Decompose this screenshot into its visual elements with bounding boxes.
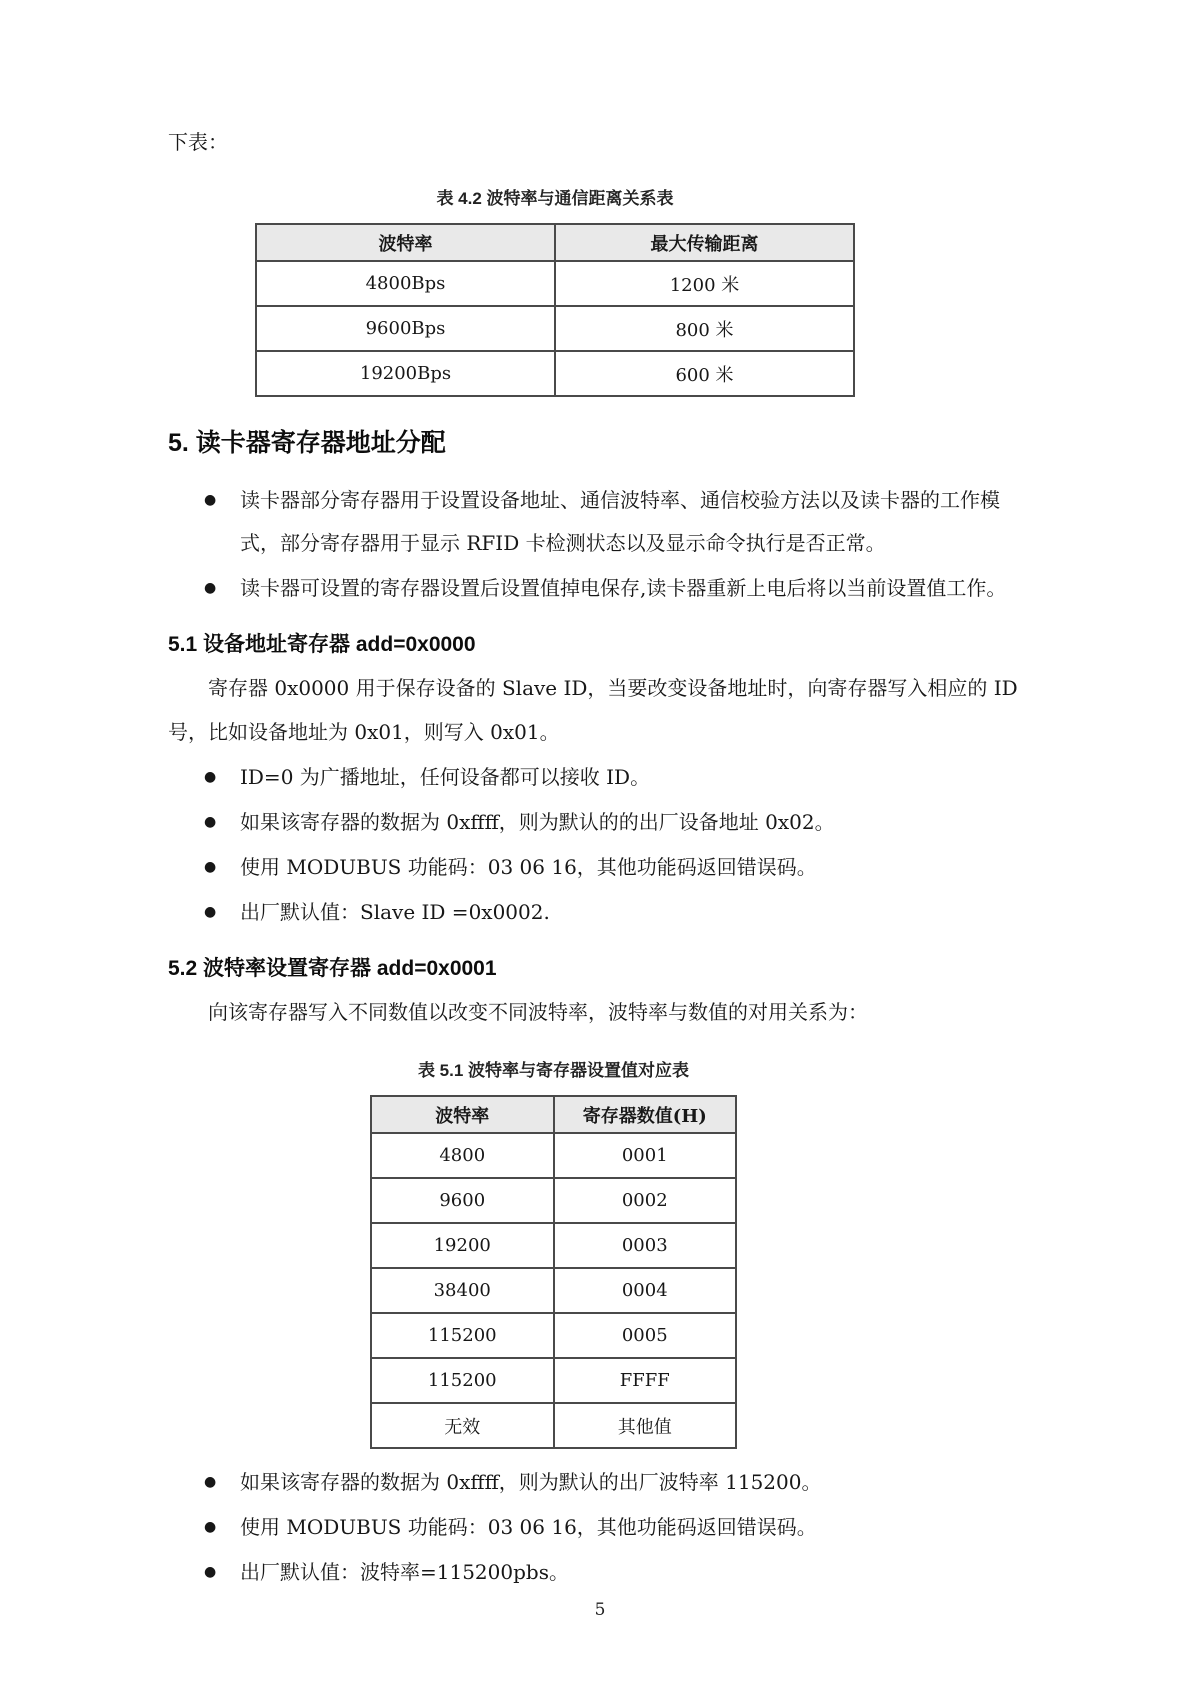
bullet-item xyxy=(168,801,1032,844)
bullet-icon: ● xyxy=(204,769,217,785)
bullet-icon: ● xyxy=(204,1519,217,1535)
intro-text: 下表： xyxy=(168,130,228,154)
table-5-1-caption: 表 5.1 波特率与寄存器设置值对应表 xyxy=(417,1061,690,1080)
bullet-icon: ● xyxy=(204,492,217,508)
table-cell: 9600Bps xyxy=(256,306,555,351)
section-5-2-paragraph: 向该寄存器写入不同数值以改变不同波特率，波特率与数值的对用关系为： xyxy=(208,1000,868,1024)
table-row xyxy=(256,306,854,351)
section-5-title: 5. 读卡器寄存器地址分配 xyxy=(168,429,446,457)
table-header-row xyxy=(256,224,854,261)
bullet-item xyxy=(168,1551,1032,1594)
section-5-2-bullet-list xyxy=(168,1461,1032,1594)
table-5-1 xyxy=(370,1095,737,1449)
table-cell: 115200 xyxy=(371,1358,554,1403)
section-5-bullet-list xyxy=(168,479,1032,610)
bullet-item xyxy=(168,846,1032,889)
table-row xyxy=(371,1358,736,1403)
table-row xyxy=(371,1313,736,1358)
section-5-1-title: 5.1 设备地址寄存器 add=0x0000 xyxy=(168,633,476,656)
table-cell: 19200Bps xyxy=(256,351,555,396)
table-cell: 0004 xyxy=(554,1268,737,1313)
table-cell: 4800 xyxy=(371,1133,554,1178)
table-4-2-caption: 表 4.2 波特率与通信距离关系表 xyxy=(436,189,674,208)
table-row xyxy=(371,1223,736,1268)
column-header: 波特率 xyxy=(371,1096,554,1133)
table-row xyxy=(371,1133,736,1178)
bullet-item xyxy=(168,891,1032,934)
bullet-icon: ● xyxy=(204,904,217,920)
bullet-icon: ● xyxy=(204,1474,217,1490)
bullet-item xyxy=(168,567,1032,610)
table-cell: 无效 xyxy=(371,1403,554,1448)
bullet-icon: ● xyxy=(204,580,217,596)
column-header: 波特率 xyxy=(256,224,555,261)
table-row xyxy=(256,261,854,306)
section-5-1-bullet-list xyxy=(168,756,1032,934)
bullet-text: 出厂默认值：Slave ID =0x0002. xyxy=(240,900,550,924)
table-cell: 9600 xyxy=(371,1178,554,1223)
table-cell: 0001 xyxy=(554,1133,737,1178)
table-header-row xyxy=(371,1096,736,1133)
bullet-text: 出厂默认值：波特率=115200pbs。 xyxy=(240,1560,569,1584)
bullet-icon: ● xyxy=(204,814,217,830)
table-cell: 其他值 xyxy=(554,1403,737,1448)
table-cell: 1200 米 xyxy=(555,261,854,306)
bullet-text: ID=0 为广播地址，任何设备都可以接收 ID。 xyxy=(240,765,651,789)
bullet-item xyxy=(168,756,1032,799)
table-cell: 115200 xyxy=(371,1313,554,1358)
column-header: 最大传输距离 xyxy=(555,224,854,261)
bullet-text: 如果该寄存器的数据为 0xffff，则为默认的的出厂设备地址 0x02。 xyxy=(240,810,835,834)
table-cell: 600 米 xyxy=(555,351,854,396)
table-cell: FFFF xyxy=(554,1358,737,1403)
table-cell: 38400 xyxy=(371,1268,554,1313)
column-header: 寄存器数值(H) xyxy=(554,1096,737,1133)
section-5-2-title: 5.2 波特率设置寄存器 add=0x0001 xyxy=(168,957,497,980)
bullet-item xyxy=(168,479,1032,565)
table-row xyxy=(371,1268,736,1313)
bullet-text: 如果该寄存器的数据为 0xffff，则为默认的出厂波特率 115200。 xyxy=(240,1470,822,1494)
table-4-2 xyxy=(255,223,855,397)
bullet-text: 读卡器可设置的寄存器设置后设置值掉电保存,读卡器重新上电后将以当前设置值工作。 xyxy=(240,576,1007,600)
bullet-item xyxy=(168,1461,1032,1504)
bullet-icon: ● xyxy=(204,1564,217,1580)
section-5-1-paragraph: 寄存器 0x0000 用于保存设备的 Slave ID，当要改变设备地址时，向寄存器写入相应的 ID 号，比如设备地址为 0x01，则写入 0x01。 xyxy=(168,676,1018,744)
bullet-text: 使用 MODUBUS 功能码：03 06 16，其他功能码返回错误码。 xyxy=(240,1515,817,1539)
table-cell: 0002 xyxy=(554,1178,737,1223)
table-row xyxy=(371,1178,736,1223)
table-row xyxy=(371,1403,736,1448)
bullet-text: 使用 MODUBUS 功能码：03 06 16，其他功能码返回错误码。 xyxy=(240,855,817,879)
table-cell: 19200 xyxy=(371,1223,554,1268)
table-cell: 800 米 xyxy=(555,306,854,351)
table-cell: 4800Bps xyxy=(256,261,555,306)
bullet-text: 读卡器部分寄存器用于设置设备地址、通信波特率、通信校验方法以及读卡器的工作模式，部分寄存器用于显示 RFID 卡检测状态以及显示命令执行是否正常。 xyxy=(240,488,1000,555)
table-cell: 0003 xyxy=(554,1223,737,1268)
bullet-icon: ● xyxy=(204,859,217,875)
bullet-item xyxy=(168,1506,1032,1549)
table-row xyxy=(256,351,854,396)
page-number: 5 xyxy=(594,1600,606,1620)
table-cell: 0005 xyxy=(554,1313,737,1358)
